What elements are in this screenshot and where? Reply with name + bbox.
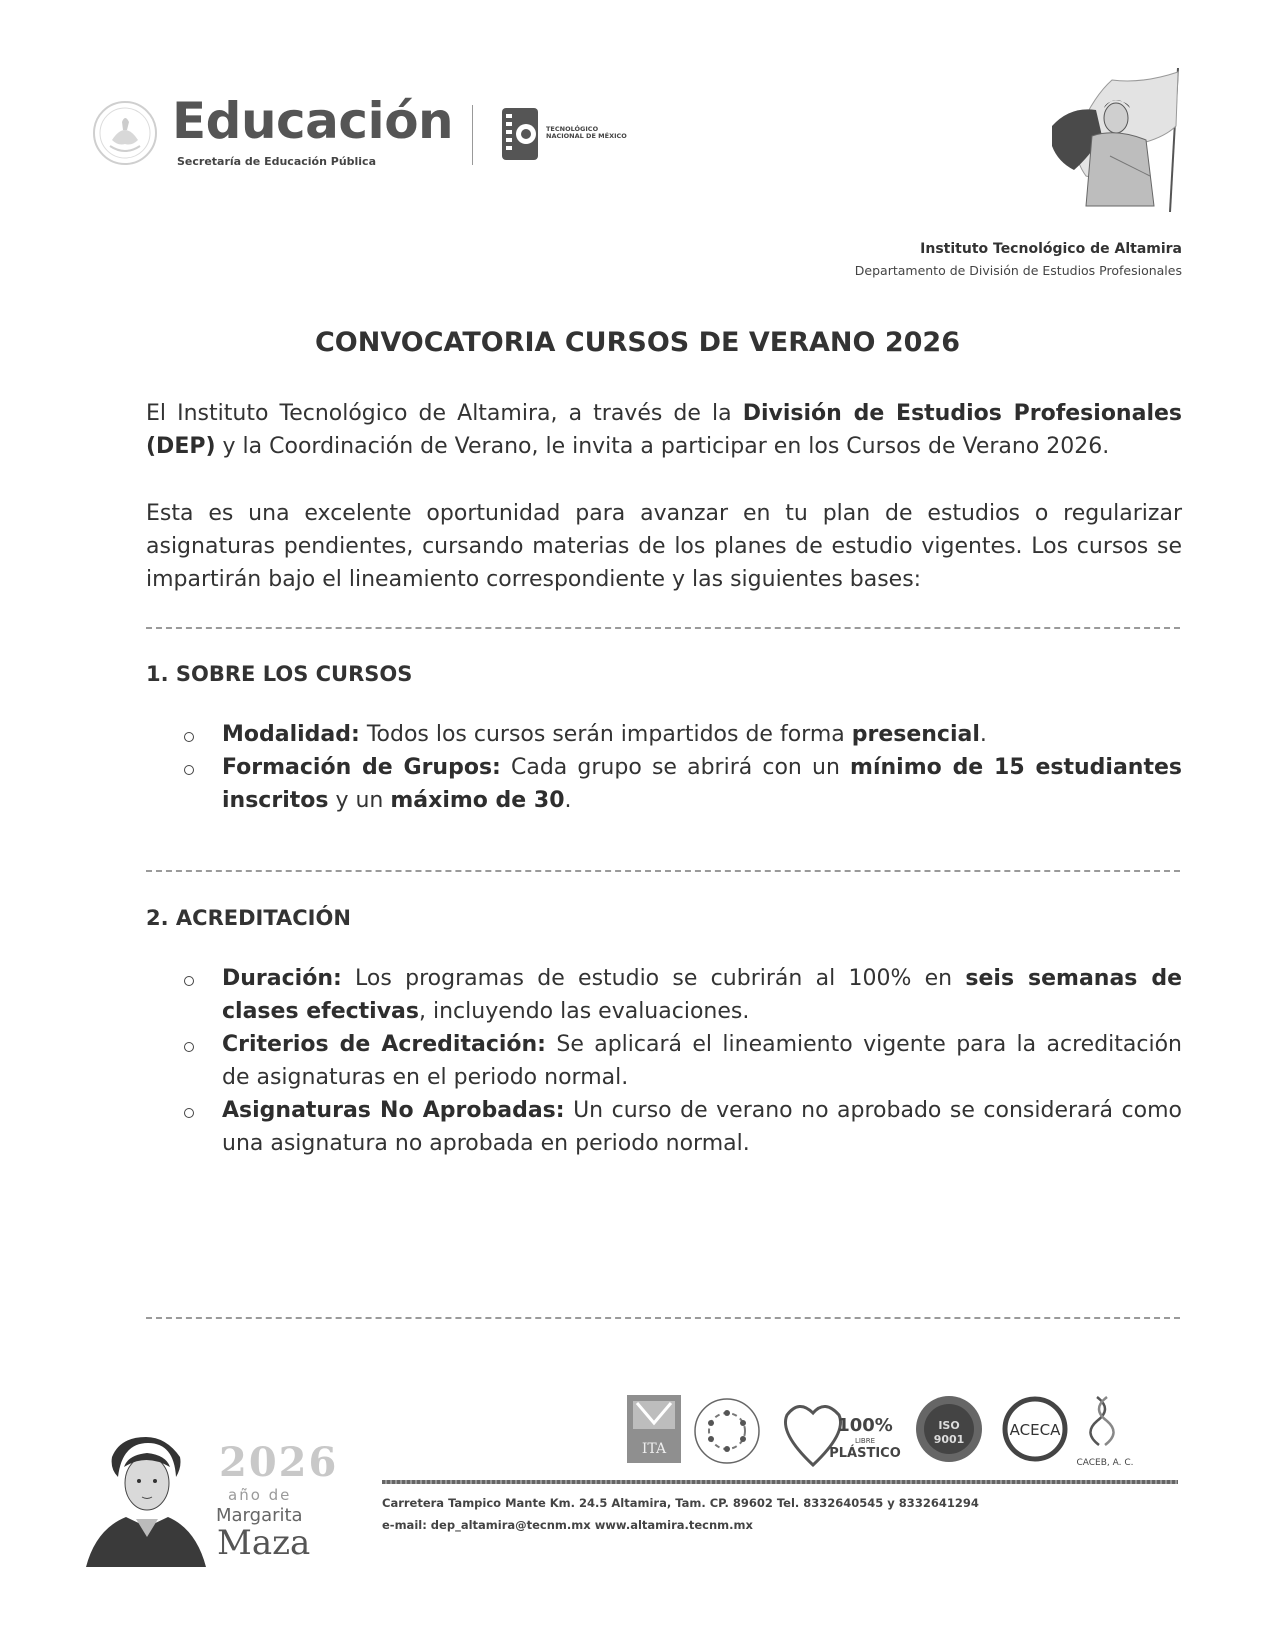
woman-with-flag-illustration <box>1050 66 1190 214</box>
tecnm-gear-logo-icon <box>496 104 544 164</box>
item-bold: máximo de 30 <box>390 788 565 813</box>
item-text: Cada grupo se abrirá con un <box>500 755 851 780</box>
plastic-libre-text: LIBRE <box>854 1437 876 1445</box>
footer-address: Carretera Tampico Mante Km. 24.5 Altamira, Tam. CP. 89602 Tel. 8332640545 y 8332641294 <box>382 1496 979 1510</box>
mexico-coat-of-arms-seal-icon <box>92 100 158 166</box>
tecnm-label-line1: TECNOLÓGICO <box>546 125 599 133</box>
item-label: Modalidad: <box>222 722 360 747</box>
commemorative-first-name: Margarita <box>216 1505 303 1526</box>
institute-name: Instituto Tecnológico de Altamira <box>920 241 1182 257</box>
item-text: . <box>564 788 572 813</box>
item-label: Criterios de Acreditación: <box>222 1032 546 1057</box>
department-name: Departamento de División de Estudios Profesionales <box>854 263 1182 278</box>
header-divider <box>472 105 473 165</box>
plastic-free-heart-icon <box>785 1406 900 1465</box>
tecnm-label <box>546 126 627 141</box>
section-title: 2. ACREDITACIÓN <box>146 906 351 930</box>
commemorative-year: 2026 <box>219 1439 339 1486</box>
norma-igualdad-seal-icon <box>695 1399 759 1463</box>
list-item <box>222 962 1182 1028</box>
list-item <box>222 1094 1182 1160</box>
item-text: Un curso de verano no aprobado se considerará como una asignatura no aprobada en periodo normal. <box>222 1098 1182 1156</box>
item-text: Todos los cursos serán impartidos de forma <box>359 722 852 747</box>
intro-text-bold: División de Estudios Profesionales (DEP) <box>146 401 1182 459</box>
item-label: Duración: <box>222 966 342 991</box>
item-label: Asignaturas No Aprobadas: <box>222 1098 565 1123</box>
plastic-word-text: PLÁSTICO <box>829 1446 901 1461</box>
section-separator <box>146 627 1180 629</box>
margarita-maza-portrait <box>86 1437 206 1567</box>
item-label: Formación de Grupos: <box>222 755 501 780</box>
list-item <box>222 751 1182 817</box>
footer-contact: e-mail: dep_altamira@tecnm.mx www.altamira.tecnm.mx <box>382 1518 753 1532</box>
iso-9001-seal-icon <box>916 1396 982 1462</box>
intro-text-after: y la Coordinación de Verano, le invita a participar en los Cursos de Verano 2026. <box>215 434 1110 459</box>
item-bold: presencial <box>851 722 980 747</box>
item-text: Los programas de estudio se cubrirán al 100% en <box>341 966 966 991</box>
section-1-list <box>222 718 1182 817</box>
section-separator <box>146 1317 1180 1319</box>
section-separator <box>146 870 1180 872</box>
plastic-percent-text: 100% <box>837 1415 893 1436</box>
intro-paragraph <box>146 397 1182 463</box>
document-title: CONVOCATORIA CURSOS DE VERANO 2026 <box>314 327 960 358</box>
intro-text-before: El Instituto Tecnológico de Altamira, a través de la <box>146 401 743 426</box>
iso-text: ISO <box>938 1419 960 1432</box>
educacion-logo-text: Educación <box>172 92 454 150</box>
section-title: 1. SOBRE LOS CURSOS <box>146 662 413 686</box>
ita-logo-text: ITA <box>641 1441 667 1457</box>
item-bold: mínimo de 15 estudiantes inscritos <box>222 755 1182 813</box>
ita-logo-icon <box>627 1395 681 1463</box>
item-bold: seis semanas de clases efectivas <box>222 966 1183 1024</box>
section-2-list <box>222 962 1182 1160</box>
list-item <box>222 718 1182 751</box>
intro-paragraph-2: Esta es una excelente oportunidad para avanzar en tu plan de estudios o regularizar asignaturas pendientes, cursando materias de los planes de estudio vigentes. Los cursos se impartirán bajo el lineamiento correspondiente y las siguientes bases: <box>146 501 1182 592</box>
item-text: Se aplicará el lineamiento vigente para la acreditación de asignaturas en el periodo normal. <box>222 1032 1182 1090</box>
iso-number-text: 9001 <box>933 1433 965 1446</box>
item-text: y un <box>328 788 391 813</box>
list-item <box>222 1028 1182 1094</box>
aceca-text: ACECA <box>1009 1421 1061 1439</box>
commemorative-ano-de: año de <box>228 1486 292 1504</box>
item-text: , incluyendo las evaluaciones. <box>419 999 750 1024</box>
tecnm-label-line2: NACIONAL DE MÉXICO <box>546 132 627 141</box>
caceb-text: CACEB, A. C. <box>1076 1458 1134 1468</box>
sep-subtitle: Secretaría de Educación Pública <box>177 155 377 168</box>
item-text: . <box>979 722 987 747</box>
caceb-logo-icon <box>1076 1397 1133 1468</box>
commemorative-last-name: Maza <box>217 1523 311 1563</box>
aceca-logo-icon <box>1005 1399 1065 1459</box>
certification-logos <box>627 1393 1187 1475</box>
footer-rule <box>382 1480 1178 1484</box>
